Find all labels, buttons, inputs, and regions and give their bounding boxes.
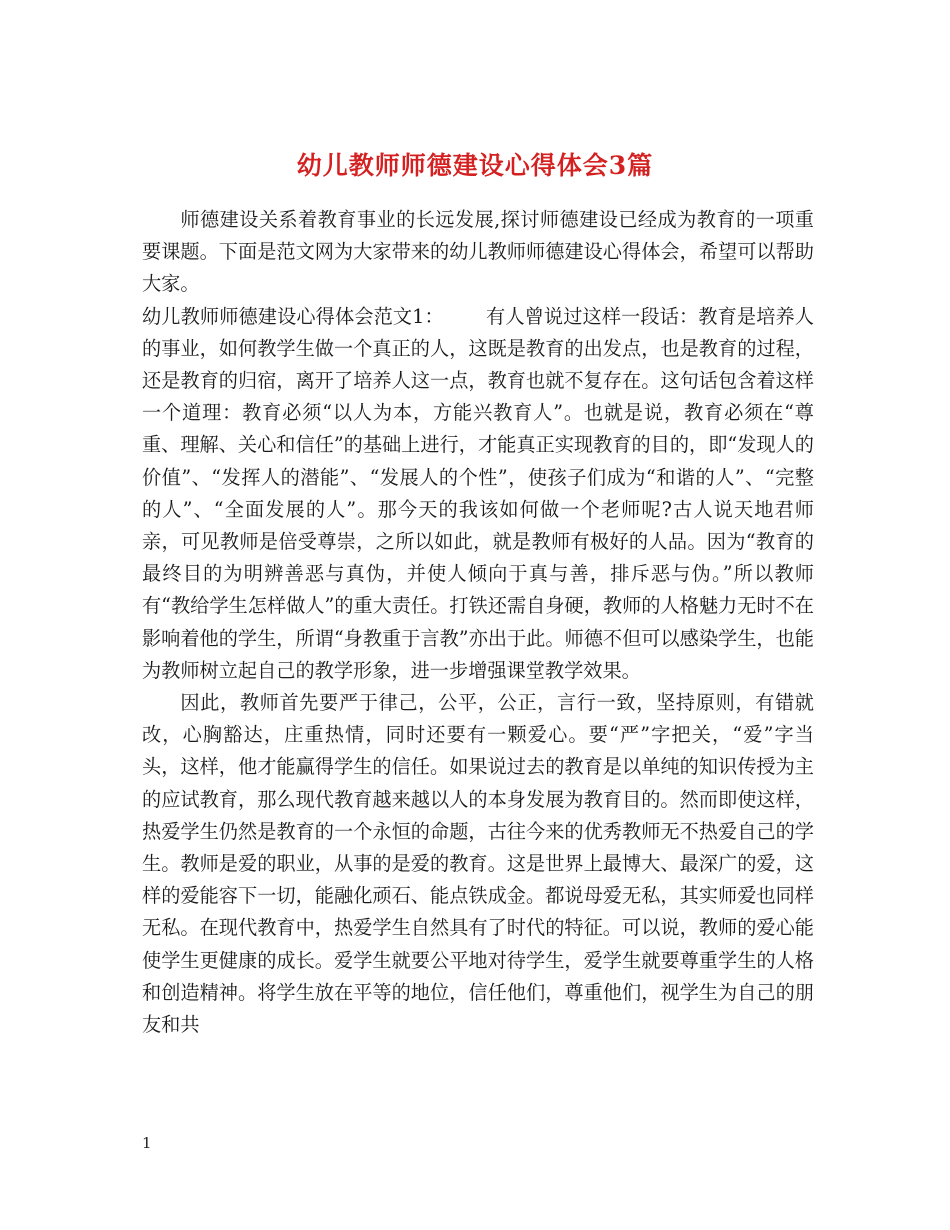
paragraph-2: 因此，教师首先要严于律己，公平，公正，言行一致，坚持原则，有错就改，心胸豁达，庄重热情，同时还要有一颗爱心。要“严”字把关，“爱”字当头，这样，他才能赢得学生的信任。如果说过去的教育是以单纯的知识传授为主的应试教育，那么现代教育越来越以人的本身发展为教育目的。然而即使这样，热爱学生仍然是教育的一个永恒的命题，古往今来的优秀教师无不热爱自己的学生。教师是爱的职业，从事的是爱的教育。这是世界上最博大、最深广的爱，这样的爱能容下一切，能融化顽石、能点铁成金。都说母爱无私，其实师爱也同样无私。在现代教育中，热爱学生自然具有了时代的特征。可以说，教师的爱心能使学生更健康的成长。爱学生就要公平地对待学生，爱学生就要尊重学生的人格和创造精神。将学生放在平等的地位，信任他们，尊重他们，视学生为自己的朋友和共 (142, 691, 814, 1037)
page-number: 1 (142, 1134, 152, 1152)
document-title: 幼儿教师师德建设心得体会3篇 (296, 150, 654, 180)
section-label: 幼儿教师师德建设心得体会范文1： (142, 304, 444, 328)
document-body (142, 204, 814, 1041)
section-1-paragraph (142, 301, 814, 687)
intro-paragraph: 师德建设关系着教育事业的长远发展,探讨师德建设已经成为教育的一项重要课题。下面是范文网为大家带来的幼儿教师师德建设心得体会，希望可以帮助大家。 (142, 208, 814, 296)
paragraph-1-text: 有人曾说过这样一段话：教育是培养人的事业，如何教学生做一个真正的人，这既是教育的出发点，也是教育的过程，还是教育的归宿，离开了培养人这一点，教育也就不复存在。这句话包含着这样一个道理：教育必须“以人为本，方能兴教育人”。也就是说，教育必须在“尊重、理解、关心和信任”的基础上进行，才能真正实现教育的目的，即“发现人的价值”、“发挥人的潜能”、“发展人的个性”，使孩子们成为“和谐的人”、“完整的人”、“全面发展的人”。那今天的我该如何做一个老师呢?古人说天地君师亲，可见教师是倍受尊崇，之所以如此，就是教师有极好的人品。因为“教育的最终目的为明辨善恶与真伪，并使人倾向于真与善，排斥恶与伪。”所以教师有“教给学生怎样做人”的重大责任。打铁还需自身硬，教师的人格魅力无时不在影响着他的学生，所谓“身教重于言教”亦出于此。师德不但可以感染学生，也能为教师树立起自己的教学形象，进一步增强课堂教学效果。 (142, 304, 814, 682)
